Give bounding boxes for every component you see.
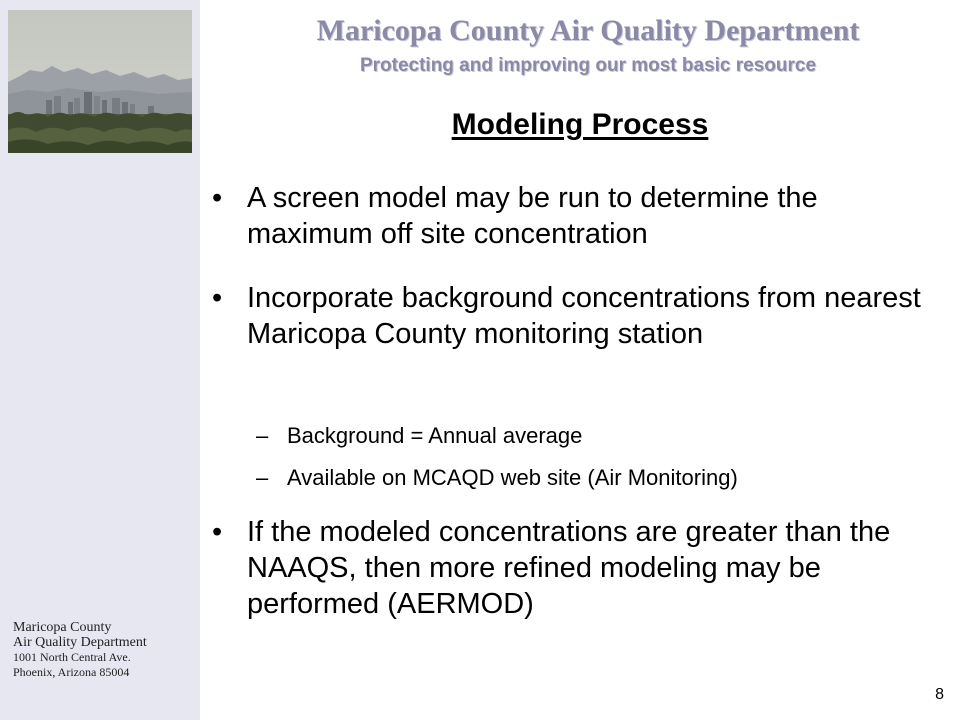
bullet-item	[212, 180, 947, 252]
bullet-marker: •	[212, 516, 223, 548]
bullet-text: Incorporate background concentrations from nearest Maricopa County monitoring station	[247, 282, 921, 350]
bullet-text: A screen model may be run to determine the maximum off site concentration	[247, 182, 818, 250]
header-title: Maricopa County Air Quality Department	[316, 14, 860, 47]
bullet-marker: •	[212, 282, 223, 314]
bullet-text: If the modeled concentrations are greater than the NAAQS, then more refined modeling may be performed (AERMOD)	[247, 516, 891, 620]
page-number: 8	[935, 686, 944, 703]
bullet-marker: •	[212, 182, 223, 214]
footer-org-line2: Air Quality Department	[13, 635, 147, 650]
sub-bullet-marker: –	[256, 423, 269, 448]
footer-org-line1: Maricopa County	[13, 620, 112, 635]
slide-title-text: Modeling Process	[451, 108, 709, 141]
sub-bullet-item	[256, 422, 956, 450]
bullet-item	[212, 514, 947, 622]
sub-bullet-marker: –	[256, 465, 269, 490]
sub-bullet-item	[256, 464, 956, 492]
bullet-item	[212, 280, 947, 352]
footer-address-line2: Phoenix, Arizona 85004	[13, 665, 130, 679]
sub-bullet-text: Available on MCAQD web site (Air Monitoring)	[287, 465, 738, 490]
footer-address-line1: 1001 North Central Ave.	[13, 650, 131, 664]
header-subtitle: Protecting and improving our most basic resource	[359, 55, 817, 76]
sub-bullet-text: Background = Annual average	[287, 423, 583, 448]
